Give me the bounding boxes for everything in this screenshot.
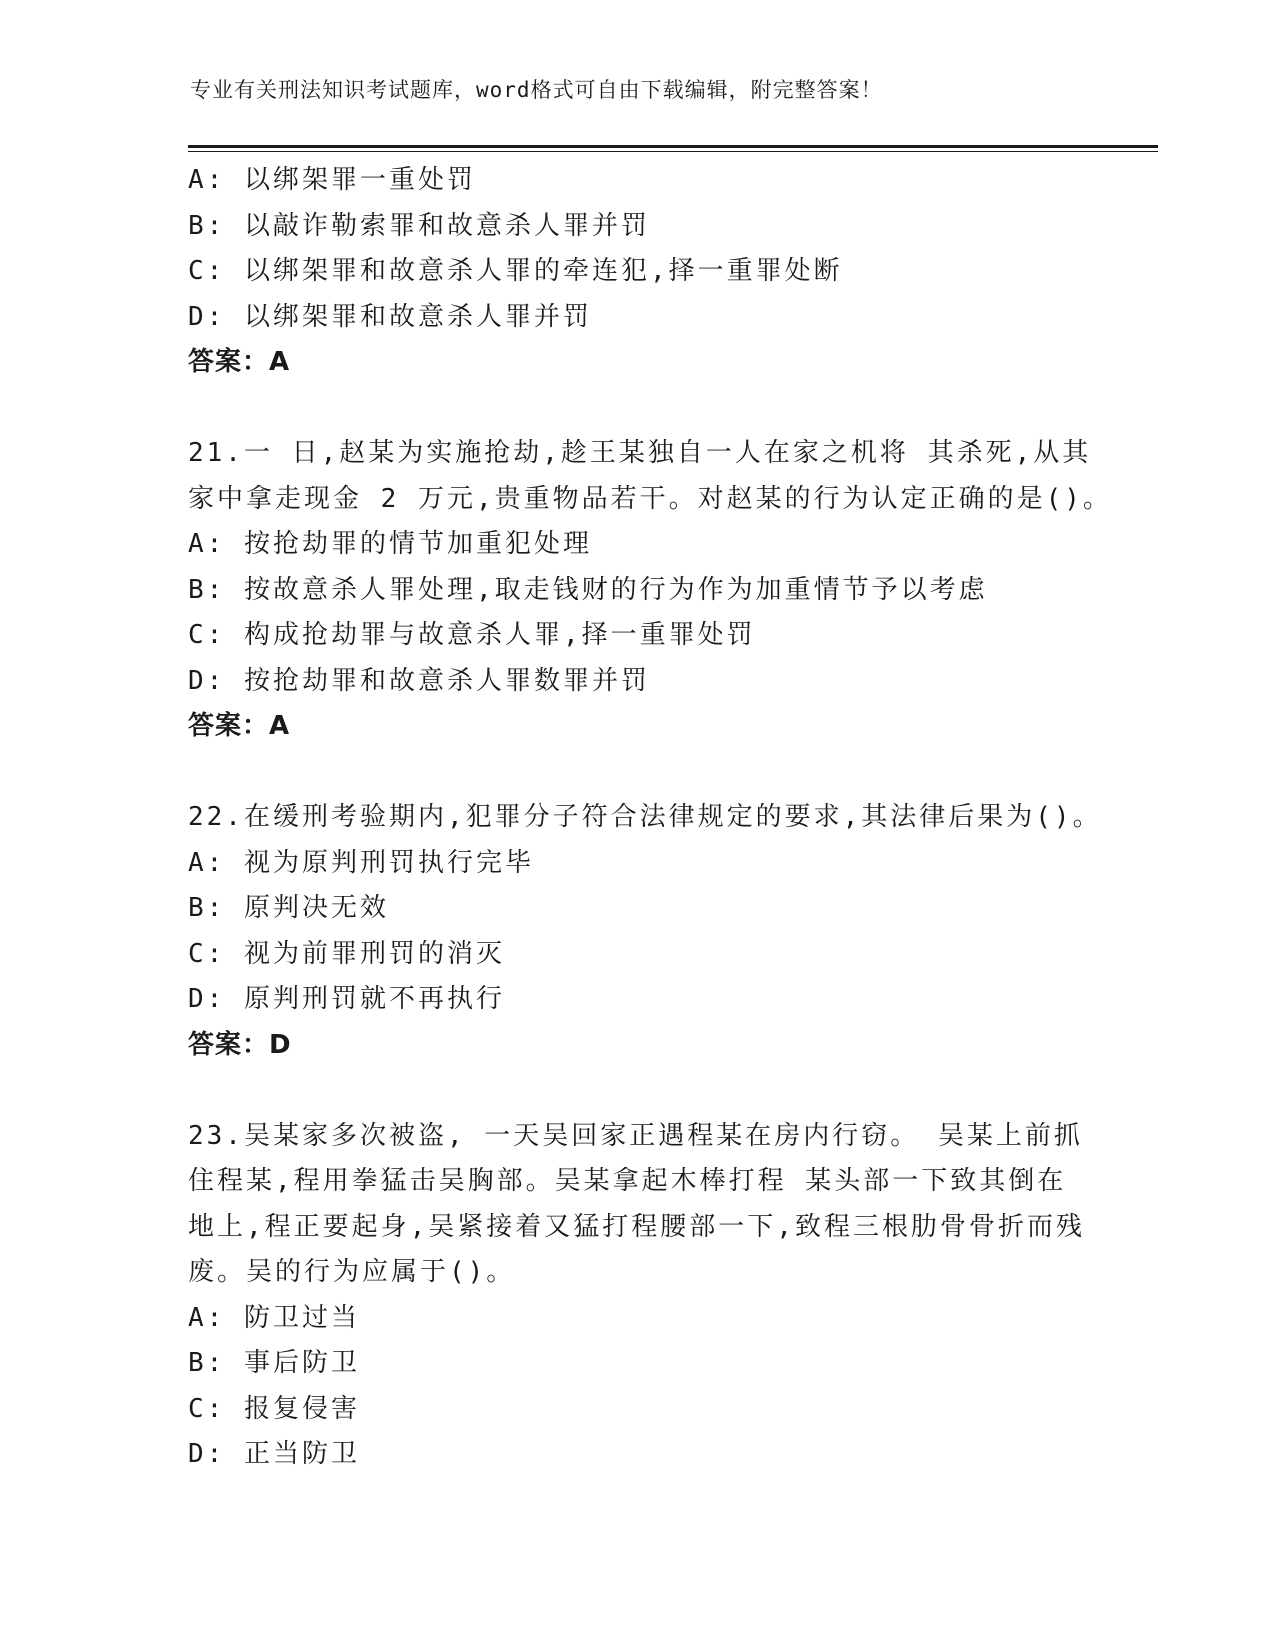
question-text-line: 地上,程正要起身,吴紧接着又猛打程腰部一下,致程三根肋骨骨折而残 — [188, 1211, 1085, 1242]
question-text-line: 家中拿走现金 2 万元,贵重物品若干。对赵某的行为认定正确的是()。 — [188, 483, 1112, 514]
document-body — [188, 158, 1112, 1478]
option-d: D: 以绑架罪和故意杀人罪并罚 — [188, 301, 592, 332]
header-rule-thin — [188, 151, 1158, 152]
option-c: C: 以绑架罪和故意杀人罪的牵连犯,择一重罪处断 — [188, 256, 843, 286]
option-b: B: 以敲诈勒索罪和故意杀人罪并罚 — [188, 210, 650, 241]
option-d: D: 原判刑罚就不再执行 — [188, 984, 505, 1014]
question-23 — [188, 1114, 1088, 1478]
option-b: B: 事后防卫 — [188, 1348, 360, 1378]
spacer — [188, 1068, 1088, 1114]
option-d: D: 按抢劫罪和故意杀人罪数罪并罚 — [188, 665, 650, 696]
answer: 答案：D — [188, 1029, 292, 1060]
option-b: B: 原判决无效 — [188, 893, 389, 923]
option-a: A: 以绑架罪一重处罚 — [188, 165, 476, 195]
question-prev-options — [188, 158, 1088, 386]
option-b: B: 按故意杀人罪处理,取走钱财的行为作为加重情节予以考虑 — [188, 574, 988, 605]
header-rule-thick — [188, 145, 1158, 148]
question-text-line: 废。吴的行为应属于()。 — [188, 1257, 516, 1287]
spacer — [188, 386, 1088, 432]
option-a: A: 视为原判刑罚执行完毕 — [188, 847, 534, 878]
spacer — [188, 750, 1088, 796]
question-text-line: 住程某,程用拳猛击吴胸部。吴某拿起木棒打程 某头部一下致其倒在 — [188, 1166, 1067, 1196]
question-21 — [188, 431, 1112, 750]
question-22 — [188, 795, 1102, 1068]
option-a: A: 按抢劫罪的情节加重犯处理 — [188, 529, 592, 559]
question-text-line: 22.在缓刑考验期内,犯罪分子符合法律规定的要求,其法律后果为()。 — [188, 802, 1102, 832]
option-c: C: 视为前罪刑罚的消灭 — [188, 938, 505, 969]
answer: 答案：A — [188, 347, 291, 377]
option-c: C: 构成抢劫罪与故意杀人罪,择一重罪处罚 — [188, 620, 756, 650]
option-a: A: 防卫过当 — [188, 1302, 360, 1333]
question-text-line: 21.一 日,赵某为实施抢劫,趁王某独自一人在家之机将 其杀死,从其 — [188, 438, 1092, 468]
option-c: C: 报复侵害 — [188, 1393, 360, 1424]
answer: 答案：A — [188, 711, 291, 741]
option-d: D: 正当防卫 — [188, 1439, 360, 1469]
page-header: 专业有关刑法知识考试题库，word格式可自由下载编辑，附完整答案！ — [190, 78, 883, 102]
question-text-line: 23.吴某家多次被盗, 一天吴回家正遇程某在房内行窃。 吴某上前抓 — [188, 1120, 1083, 1151]
